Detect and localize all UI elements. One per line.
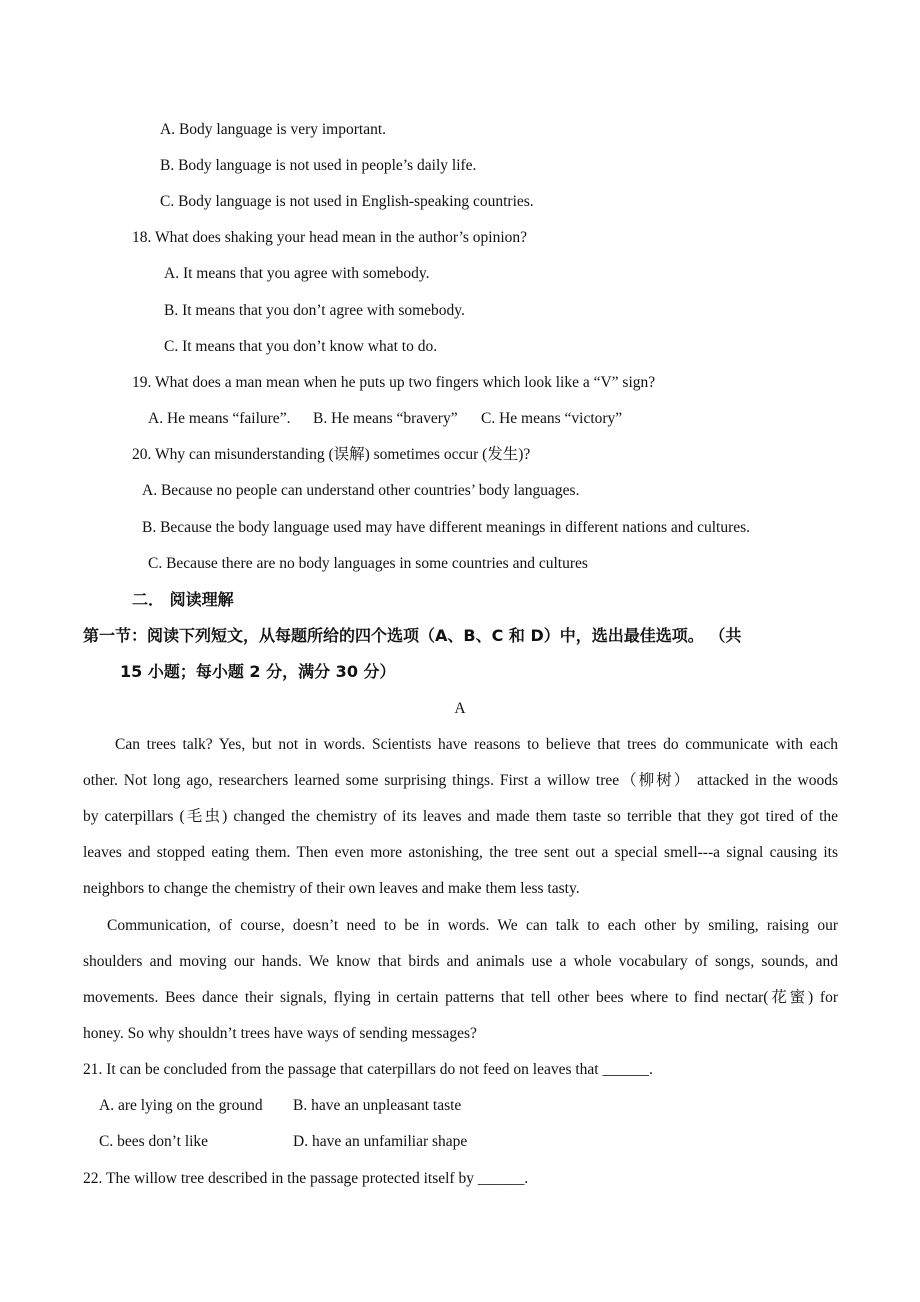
q17-option-c: C. Body language is not used in English-speaking countries. [160,193,534,210]
passage-label: A [454,700,466,717]
passage-p1-line1: Can trees talk? Yes, but not in words. Scientists have reasons to believe that trees do communicate with each [115,736,838,753]
q19-option-a: A. He means “failure”. [148,410,291,427]
q18-option-b: B. It means that you don’t agree with somebody. [164,302,465,319]
q21-option-b: B. have an unpleasant taste [293,1097,462,1114]
q20-option-c: C. Because there are no body languages in some countries and cultures [148,555,588,572]
section-instruction-line1: 第一节：阅读下列短文，从每题所给的四个选项（A、B、C 和 D）中，选出最佳选项。 （共 [83,626,742,645]
q22-question: 22. The willow tree described in the passage protected itself by ______. [83,1170,529,1187]
passage-p1-line4: leaves and stopped eating them. Then even more astonishing, the tree sent out a special smell---a signal causing its [83,844,838,861]
q20-option-b: B. Because the body language used may have different meanings in different nations and cultures. [142,519,751,536]
q18-option-a: A. It means that you agree with somebody. [164,265,430,282]
q21-option-a: A. are lying on the ground [99,1097,263,1114]
q18-question: 18. What does shaking your head mean in the author’s opinion? [132,229,528,246]
q18-option-c: C. It means that you don’t know what to do. [164,338,438,355]
q21-option-c: C. bees don’t like [99,1133,209,1150]
q21-option-d: D. have an unfamiliar shape [293,1133,468,1150]
passage-p1-line5: neighbors to change the chemistry of their own leaves and make them less tasty. [83,880,580,897]
passage-p2-line3: movements. Bees dance their signals, flying in certain patterns that tell other bees where to find nectar(花蜜) for [83,989,838,1006]
q20-question: 20. Why can misunderstanding (误解) sometimes occur (发生)? [132,446,531,463]
section-instruction-line2: 15 小题；每小题 2 分，满分 30 分） [120,662,396,681]
q17-option-a: A. Body language is very important. [160,121,386,138]
passage-p1-line3: by caterpillars (毛虫) changed the chemistry of its leaves and made them taste so terrible that they got tired of the [83,808,838,825]
section-heading: 二． 阅读理解 [132,590,234,609]
q19-option-b: B. He means “bravery” [313,410,458,427]
q17-option-b: B. Body language is not used in people’s daily life. [160,157,477,174]
passage-p2-line1: Communication, of course, doesn’t need to be in words. We can talk to each other by smiling, raising our [107,917,838,934]
passage-p2-line2: shoulders and moving our hands. We know that birds and animals use a whole vocabulary of songs, sounds, and [83,953,838,970]
passage-p1-line2: other. Not long ago, researchers learned some surprising things. First a willow tree（柳树） attacked in the woods [83,772,838,789]
q21-question: 21. It can be concluded from the passage that caterpillars do not feed on leaves that ______. [83,1061,653,1078]
passage-p2-line4: honey. So why shouldn’t trees have ways of sending messages? [83,1025,477,1042]
q19-question: 19. What does a man mean when he puts up two fingers which look like a “V” sign? [132,374,656,391]
q20-option-a: A. Because no people can understand other countries’ body languages. [142,482,580,499]
q19-option-c: C. He means “victory” [481,410,623,427]
